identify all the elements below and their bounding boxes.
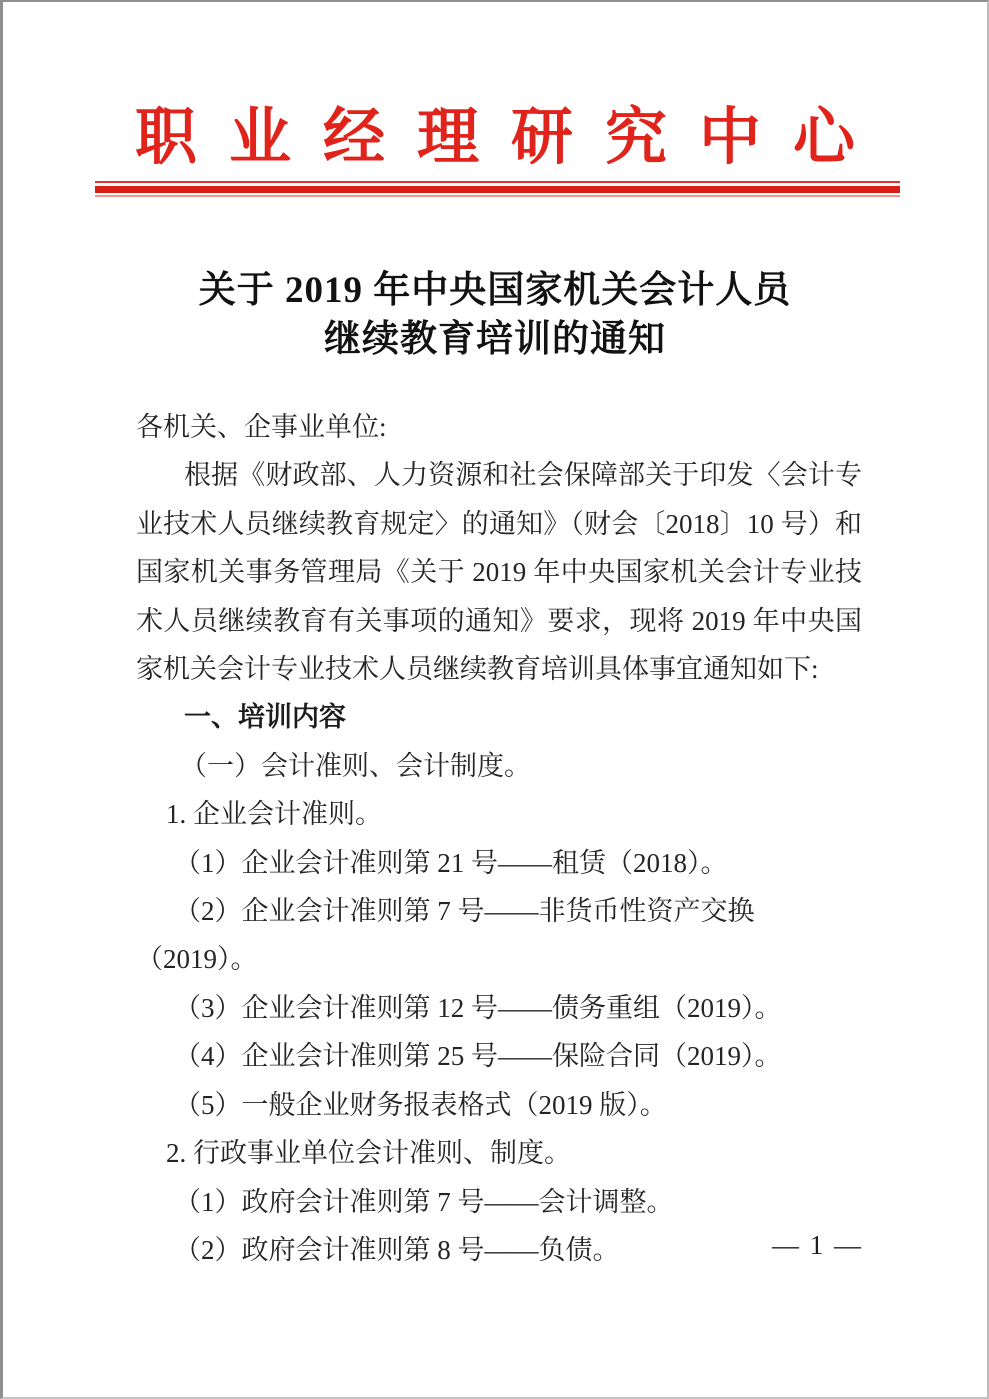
list-item: （1）企业会计准则第 21 号——租赁（2018）。: [174, 847, 728, 878]
section-heading-training-content: 一、培训内容: [184, 702, 346, 733]
list-item: （一）会计准则、会计制度。: [180, 750, 531, 781]
list-item: 2. 行政事业单位会计准则、制度。: [166, 1138, 571, 1169]
list-item: （2）企业会计准则第 7 号——非货币性资产交换（2019）。: [136, 896, 755, 975]
document-title-line1: 关于 2019 年中央国家机关会计人员: [198, 270, 792, 311]
list-item: （2）政府会计准则第 8 号——负债。: [174, 1234, 620, 1265]
list-item: （5）一般企业财务报表格式（2019 版）。: [174, 1089, 667, 1120]
document-body: [136, 403, 862, 1274]
list-item: （3）企业会计准则第 12 号——债务重组（2019）。: [174, 992, 782, 1023]
list-item: （4）企业会计准则第 25 号——保险合同（2019）。: [174, 1041, 782, 1072]
divider-thin-bottom-line: [95, 195, 900, 197]
page-number: — 1 —: [772, 1230, 863, 1260]
document-title: [3, 266, 987, 364]
divider-thick-line: [95, 186, 900, 193]
letterhead-divider-rule: [95, 181, 900, 197]
salutation: 各机关、企事业单位:: [136, 412, 387, 442]
letterhead-org-name: 职业经理研究中心: [134, 104, 887, 172]
intro-paragraph: 根据《财政部、人力资源和社会保障部关于印发〈会计专业技术人员继续教育规定〉的通知》（财会〔2018〕10 号）和国家机关事务管理局《关于 2019 年中央国家机关会计专业技术人员继续教育有关事项的通知》要求，现将 2019 年中央国家机关会计专业技术人员继续教育培训具体事宜通知如下:: [136, 460, 862, 685]
list-item: （1）政府会计准则第 7 号——会计调整。: [174, 1186, 674, 1217]
list-item: 1. 企业会计准则。: [166, 799, 382, 830]
document-title-line2: 继续教育培训的通知: [324, 319, 666, 360]
